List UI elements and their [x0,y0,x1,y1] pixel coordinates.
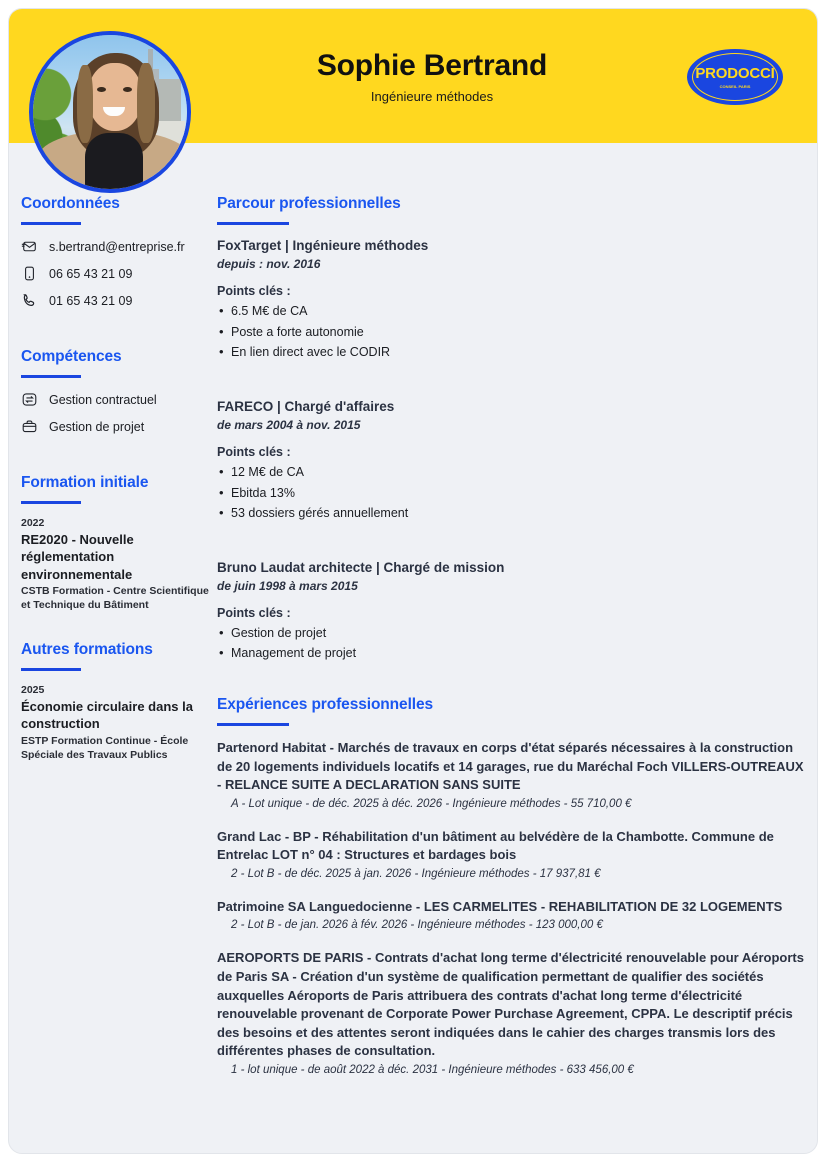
experience-title: AEROPORTS DE PARIS - Contrats d'achat long terme d'électricité renouvelable pour Aéroports de Paris SA - Création d'un système de qualification permettant de qualifier des sociétés auxquelles Aéroports de Paris attribuera des contrats d'achat long terme d'électricité renouvelable provenant de Corporate Power Purchase Agreement, CPPA. Le descriptif précis des besoins et des attentes seront indiquées dans le cahier des charges transmis lors des différentes phases de consultation. [217,950,804,1059]
email-icon [21,238,38,255]
job-title: FoxTarget | Ingénieure méthodes [217,238,429,253]
job-keypoints [217,626,809,662]
section-formation-initiale [21,474,217,612]
briefcase-icon [21,418,38,435]
job-keypoints [217,465,809,522]
mobile-icon [21,265,38,282]
job-keypoint: • 12 M€ de CA [217,465,809,481]
job-keypoint: • 6.5 M€ de CA [217,304,809,320]
section-competences [21,348,217,435]
contact-email-value: s.bertrand@entreprise.fr [49,239,185,254]
experience-detail: 1 - lot unique - de août 2022 à déc. 2031 - Ingénieure méthodes - 633 456,00 € [231,1063,634,1076]
main-content [217,195,809,1094]
contact-email[interactable] [21,238,217,255]
job-keypoints-label: Points clés : [217,284,291,298]
section-rule [217,222,289,225]
section-rule [21,375,81,378]
experience-item [217,949,809,1075]
education-entry [21,517,217,612]
avatar-photo [33,35,187,189]
experience-title: Patrimoine SA Languedocienne - LES CARMELITES - REHABILITATION DE 32 LOGEMENTS [217,898,783,914]
section-title-autres-formations: Autres formations [21,641,153,659]
job-keypoints [217,304,809,361]
contact-mobile[interactable] [21,265,217,282]
experience-detail: A - Lot unique - de déc. 2025 à déc. 2026 - Ingénieure méthodes - 55 710,00 € [231,797,632,810]
logo-text: PRODOCCI [695,65,775,82]
section-coordonnees [21,195,217,309]
job-keypoint: • Poste a forte autonomie [217,325,809,341]
job-keypoint: • En lien direct avec le CODIR [217,345,809,361]
education-year: 2025 [21,684,45,697]
job-dates: depuis : nov. 2016 [217,257,321,271]
section-rule [21,668,81,671]
education-title: Économie circulaire dans la construction [21,699,193,732]
experience-title: Grand Lac - BP - Réhabilitation d'un bâtiment au belvédère de la Chambotte. Commune de Entrelac LOT n° 04 : Structures et bardages bois [217,828,774,863]
experience-item [217,828,809,880]
education-entry [21,684,217,762]
job-dates: de mars 2004 à nov. 2015 [217,417,361,432]
job-entry [217,399,809,522]
section-title-parcours: Parcour professionnelles [217,195,401,212]
job-entry [217,560,809,662]
job-keypoint: • Management de projet [217,646,809,662]
job-entry [217,238,809,361]
job-dates: de juin 1998 à mars 2015 [217,578,358,593]
education-school: CSTB Formation - Centre Scientifique et Technique du Bâtiment [21,584,209,612]
experience-item [217,739,809,810]
section-experiences [217,696,809,1076]
section-title-formation-initiale: Formation initiale [21,474,149,491]
sidebar [21,195,217,762]
job-title: FARECO | Chargé d'affaires [217,398,395,414]
header-identity [207,9,657,143]
contact-phone-value: 01 65 43 21 09 [49,293,133,308]
job-keypoint: • Ebitda 13% [217,486,809,502]
contact-phone[interactable] [21,292,217,309]
skill-label: Gestion contractuel [49,392,157,407]
section-rule [217,723,289,726]
exchange-icon [21,391,38,408]
job-title: Bruno Laudat architecte | Chargé de mission [217,559,505,575]
logo-subtext: CONSEIL PARIS [719,84,751,89]
skill-item-gestion-de-projet [21,418,217,435]
skill-label: Gestion de projet [49,419,145,434]
section-parcours [217,195,809,662]
experience-detail: 2 - Lot B - de déc. 2025 à jan. 2026 - Ingénieure méthodes - 17 937,81 € [231,867,601,880]
job-keypoint: • Gestion de projet [217,626,809,642]
cv-sheet [8,8,818,1154]
page-title: Sophie Bertrand [316,48,548,82]
section-title-experiences: Expériences professionnelles [217,696,434,713]
education-school: ESTP Formation Continue - École Spéciale des Travaux Publics [21,734,189,761]
section-autres-formations [21,641,217,762]
education-year: 2022 [21,517,45,529]
contact-mobile-value: 06 65 43 21 09 [49,266,133,281]
experience-title: Partenord Habitat - Marchés de travaux en corps d'état séparés nécessaires à la construction de 20 logements individuels locatifs et 14 garages, rue du Maréchal Foch VILLERS-OUTREAUX - RELANCE SUITE A DECLARATION SANS SUITE [217,740,804,793]
experience-detail: 2 - Lot B - de jan. 2026 à fév. 2026 - Ingénieure méthodes - 123 000,00 € [231,919,603,932]
skill-item-gestion-contractuel [21,391,217,408]
section-rule [21,501,81,504]
experience-item [217,898,809,932]
header-role: Ingénieure méthodes [370,88,494,104]
job-keypoint: • 53 dossiers gérés annuellement [217,506,809,522]
education-title: RE2020 - Nouvelle réglementation environnementale [21,532,134,582]
section-title-competences: Compétences [21,348,122,365]
job-keypoints-label: Points clés : [217,605,291,620]
company-logo [685,47,785,107]
phone-icon [21,292,38,309]
job-keypoints-label: Points clés : [217,444,291,459]
section-title-coordonnees: Coordonnées [21,195,120,212]
section-rule [21,222,81,225]
avatar [29,31,191,193]
